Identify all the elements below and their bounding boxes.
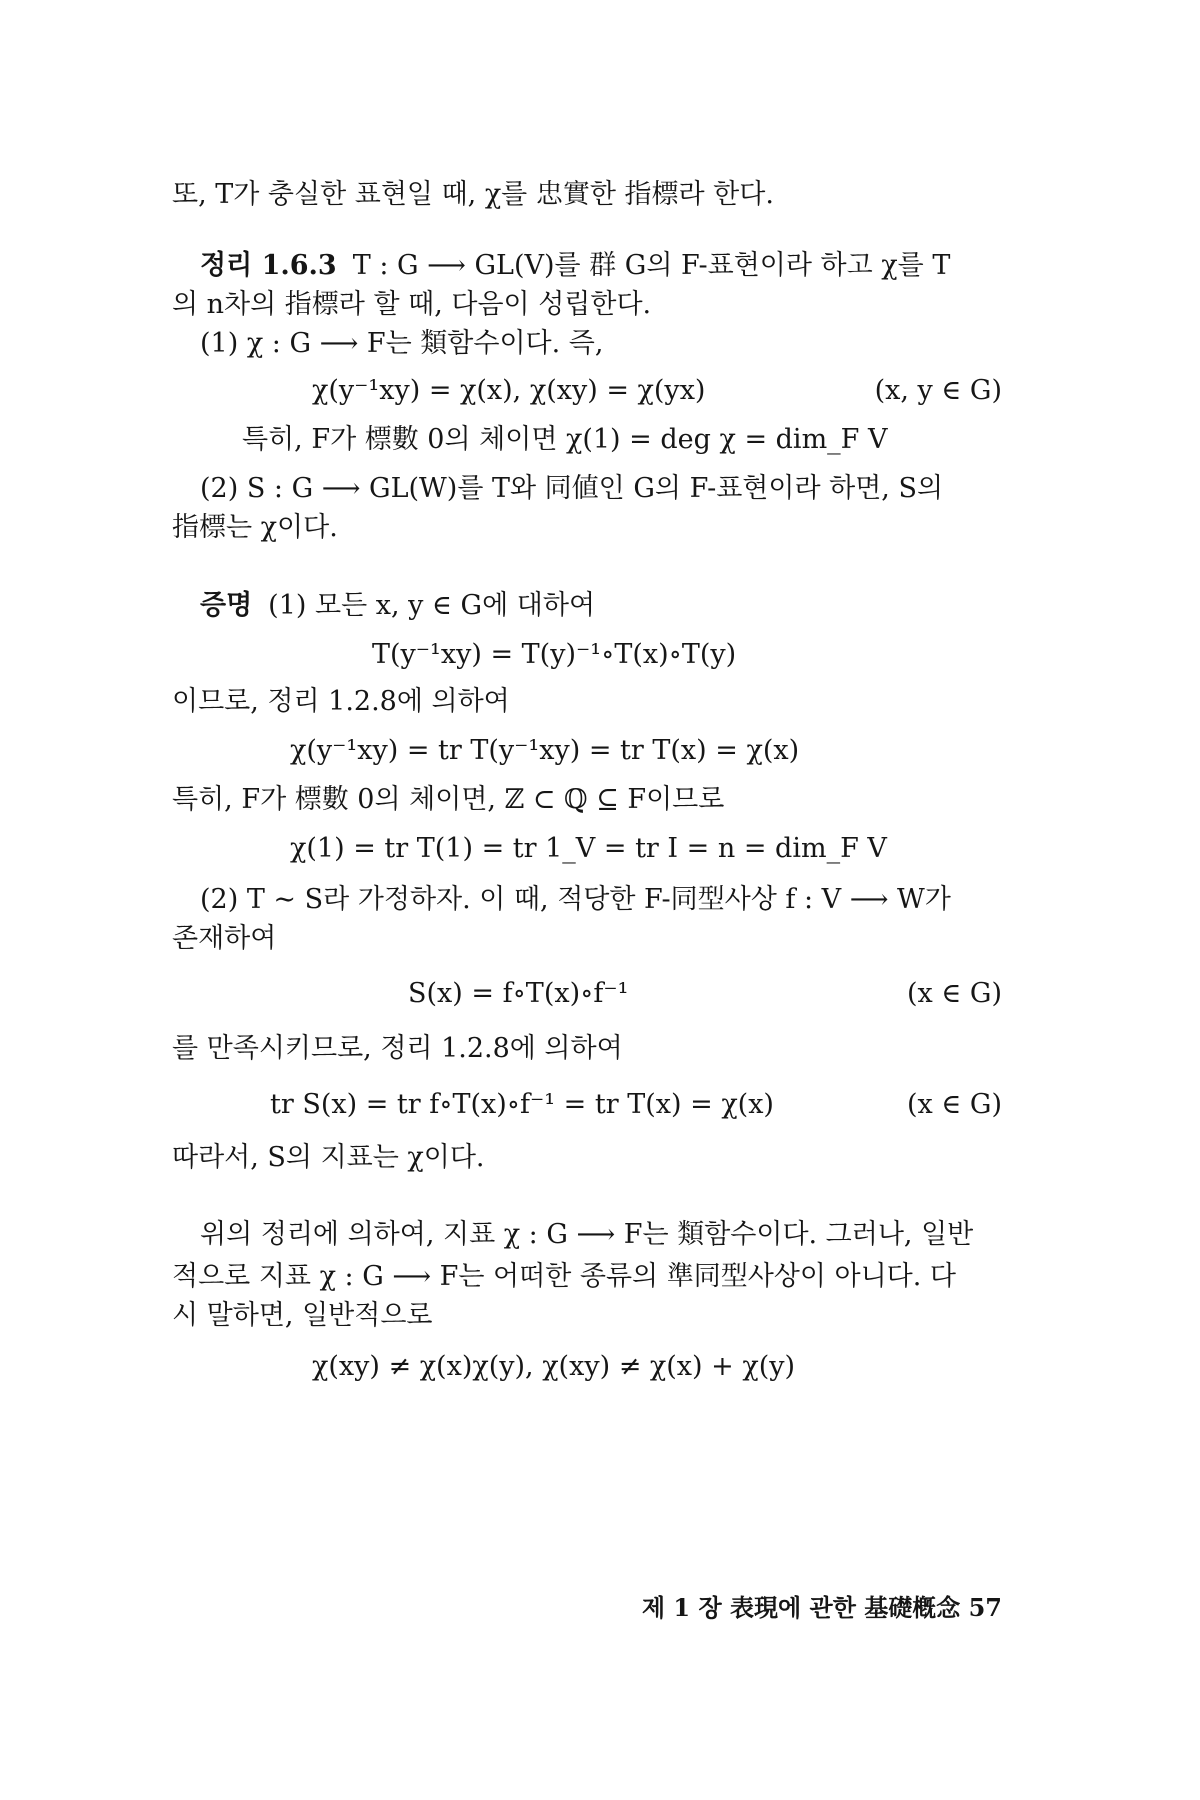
equation-5-condition: (x ∈ G) — [906, 978, 1002, 1009]
proof-label: 증명 — [200, 590, 253, 621]
proof-line-3: 이므로, 정리 1.2.8에 의하여 — [172, 686, 510, 717]
equation-5-expr: S(x) = f∘T(x)∘f⁻¹ — [408, 978, 629, 1009]
equation-2-expr: T(y⁻¹xy) = T(y)⁻¹∘T(x)∘T(y) — [372, 639, 737, 670]
equation-4-expr: χ(1) = tr T(1) = tr 1_V = tr I = n = dim_F V — [290, 833, 887, 864]
equation-1-expr: χ(y⁻¹xy) = χ(x), χ(xy) = χ(yx) — [312, 375, 706, 406]
equation-3-expr: χ(y⁻¹xy) = tr T(y⁻¹xy) = tr T(x) = χ(x) — [290, 735, 800, 766]
theorem-item-1: (1) χ : G ⟶ F는 類함수이다. 즉, — [200, 328, 604, 359]
theorem-item-1-special: 특히, F가 標數 0의 체이면 χ(1) = deg χ = dim_F V — [242, 424, 888, 455]
definition-line: 또, T가 충실한 표현일 때, χ를 忠實한 指標라 한다. — [172, 179, 774, 210]
paragraph-line-1: 위의 정리에 의하여, 지표 χ : G ⟶ F는 類함수이다. 그러나, 일반 — [200, 1219, 974, 1250]
theorem-item-2: (2) S : G ⟶ GL(W)를 T와 同値인 G의 F-표현이라 하면, S의 — [200, 473, 944, 504]
theorem-label: 정리 1.6.3 — [200, 250, 337, 281]
proof-statement: (1) 모든 x, y ∈ G에 대하여 — [268, 590, 596, 621]
theorem-line-1 — [172, 246, 1060, 286]
equation-7-expr: χ(xy) ≠ χ(x)χ(y), χ(xy) ≠ χ(x) + χ(y) — [312, 1351, 796, 1382]
theorem-statement: T : G ⟶ GL(V)를 群 G의 F-표현이라 하고 χ를 T — [352, 250, 951, 281]
proof-item-2-cont: 존재하여 — [172, 923, 277, 954]
proof-line-9: 를 만족시키므로, 정리 1.2.8에 의하여 — [172, 1033, 623, 1064]
page-footer: 제 1 장 表現에 관한 基礎槪念 57 — [641, 1593, 1002, 1622]
equation-6-expr: tr S(x) = tr f∘T(x)∘f⁻¹ = tr T(x) = χ(x) — [270, 1089, 774, 1120]
proof-line-5: 특히, F가 標數 0의 체이면, ℤ ⊂ ℚ ⊆ F이므로 — [172, 784, 725, 815]
theorem-line-2: 의 n차의 指標라 할 때, 다음이 성립한다. — [172, 289, 652, 320]
page-body — [172, 0, 1032, 1800]
paragraph-line-3: 시 말하면, 일반적으로 — [172, 1300, 433, 1331]
paragraph-line-2: 적으로 지표 χ : G ⟶ F는 어떠한 종류의 準同型사상이 아니다. 다 — [172, 1261, 957, 1292]
equation-1-condition: (x, y ∈ G) — [874, 375, 1002, 406]
theorem-item-2-cont: 指標는 χ이다. — [172, 512, 338, 543]
proof-item-2: (2) T ∼ S라 가정하자. 이 때, 적당한 F-同型사상 f : V ⟶ W가 — [200, 884, 951, 915]
proof-line-1 — [172, 586, 1060, 626]
proof-line-11: 따라서, S의 지표는 χ이다. — [172, 1142, 485, 1173]
equation-6-condition: (x ∈ G) — [906, 1089, 1002, 1120]
